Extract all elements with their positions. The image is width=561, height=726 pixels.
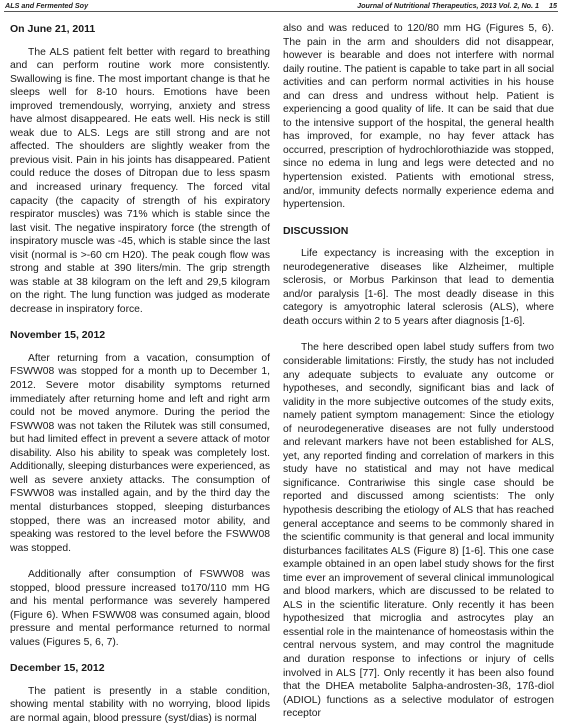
section-heading-june-2011: On June 21, 2011 <box>10 23 96 35</box>
header-journal-info: Journal of Nutritional Therapeutics, 2013 Vol. 2, No. 1 15 <box>357 1 557 10</box>
left-column <box>10 15 270 726</box>
section-heading-november-2012: November 15, 2012 <box>10 329 106 342</box>
paragraph-continued: also and was reduced to 120/80 mm HG (Figures 5, 6). The pain in the arm and shoulders did not disappear, however is bearable and does not interfere with normal daily routine. The patient is capable to take part in all social activities and can perform normal activities in his house and can dress and undress without help. Patient is experiencing a good quality of life. It can be said that due to the intensive support of the hospital, the general health has improved, for example, no hay fever attack has occurred, prescription of hydrochlorothiazide was stopped, since no edema in lung and legs were detected and no hypertension existed. Patients with emotional stress, and/or, immunity defects normally experience edema and hypertension. <box>283 23 554 211</box>
paragraph-december-2012: The patient is presently in a stable condition, showing mental stability with no worrying, blood lipids are normal again, blood pressure (syst/dias) is normal <box>10 685 270 725</box>
paragraph-discussion-1: Life expectancy is increasing with the exception in neurodegenerative diseases like Alzheimer, multiple sclerosis, or Morbus Parkinson that lead to dementia and/or paralysis [1-6]. The most deadly disease in this category is amyotrophic lateral sclerosis (ALS), where death occurs within 2 to 5 years after diagnosis [1-6]. <box>283 248 554 327</box>
section-heading-discussion: DISCUSSION <box>283 224 349 237</box>
paragraph-discussion-2: The here described open label study suffers from two considerable limitations: Firstly, the study has not included any adequate subjects to evaluate any outcome or hypotheses, and secondly, significant bias and lack of validity in the more subjective outcomes of the study exits, namely patient symptom management: Since the etiology of neurodegenerative diseases are not fully understood and relevant markers have not been established for ALS, yet, any reported finding and correlation of markers in this study have no statistical and may not have medical significance. Contrariwise this single case should be reported and discussed among scientists: The only hypothesis describing the etiology of ALS that has reached general acceptance and seems to be commonly shared in the scientific community is that general and local immunity disturbances facilitates ALS (Figure 8) [1-6]. This one case example obtained in an open label study shows for the first time ever an improvement of several clinical immunological and blood markers, which are discussed to be related to ALS in the scientific literature. Only recently it has been hypothesized that microglia and astrocytes play an essential role in the maintenance of homeostasis within the central nervous system, and may control the magnitude and duration response to infections or injury of cells involved in ALS [77]. Only recently it has been also found that the DHEA metabolite 5alpha-androsten-3ß, 17ß-diol (ADIOL) functions as a selective modulator of estrogen receptor <box>283 342 554 720</box>
paragraph-november-2012-2: Additionally after consumption of FSWW08 was stopped, blood pressure increased to170/110 mm HG and his mental performance was severely hampered (Figure 6). When FSWW08 was consumed again, blood pressure and mental performance returned to normal values (Figures 5, 6, 7). <box>10 569 270 648</box>
right-column <box>283 15 554 721</box>
header-article-title: ALS and Fermented Soy <box>5 1 89 10</box>
section-heading-december-2012: December 15, 2012 <box>10 662 105 675</box>
header-rule <box>4 11 558 12</box>
running-header <box>0 0 561 12</box>
paragraph-november-2012-1: After returning from a vacation, consumption of FSWW08 was stopped for a month up to December 1, 2012. Severe motor disability symptoms returned immediately after returning home and left and right arm could not be moved anymore. During the period the FSWW08 was not taken the Rilutek was still consumed, but had limited effect in prevent a severe attack of motor disability. Also his ability to speak was completely lost. Additionally, sleeping disturbances were experienced, as well as severe anxiety attacks. The consumption of FSWW08 was installed again, and by the third day the mental disturbances stopped, sleeping disturbances stopped, there was an increased motor ability, and speaking was restored to the level before the FSWW08 was stopped. <box>10 352 270 554</box>
paragraph-june-2011: The ALS patient felt better with regard to breathing and can perform routine work more consistently. Swallowing is fine. The most important change is that he sleeps well for 8-10 hours. Emotions have been improved tremendously, worrying, anxiety and stress have almost disappeared. He eats well. His neck is still weak due to ALS. Legs are still strong and are not affected. The shoulders are slightly weaker from the previous visit. Pain in his joints has disappeared. Patient could reduce the doses of Ditropan due to less spasm and increased urinary frequency. The forced vital capacity (the capacity of strength of his expiratory respirator muscles) was 71% which is stable since the last visit. The negative inspiratory force (the strength of inspiratory muscle was -45, which is stable since the last visit (normal is >-60 cm H20). The peak cough flow was strong and stable at 390 liters/min. The grip strength was stable at 38 kilogram on the left and 29,5 kilogram on the right. The lung function was judged as moderate decrease in inspiratory force. <box>10 46 270 315</box>
